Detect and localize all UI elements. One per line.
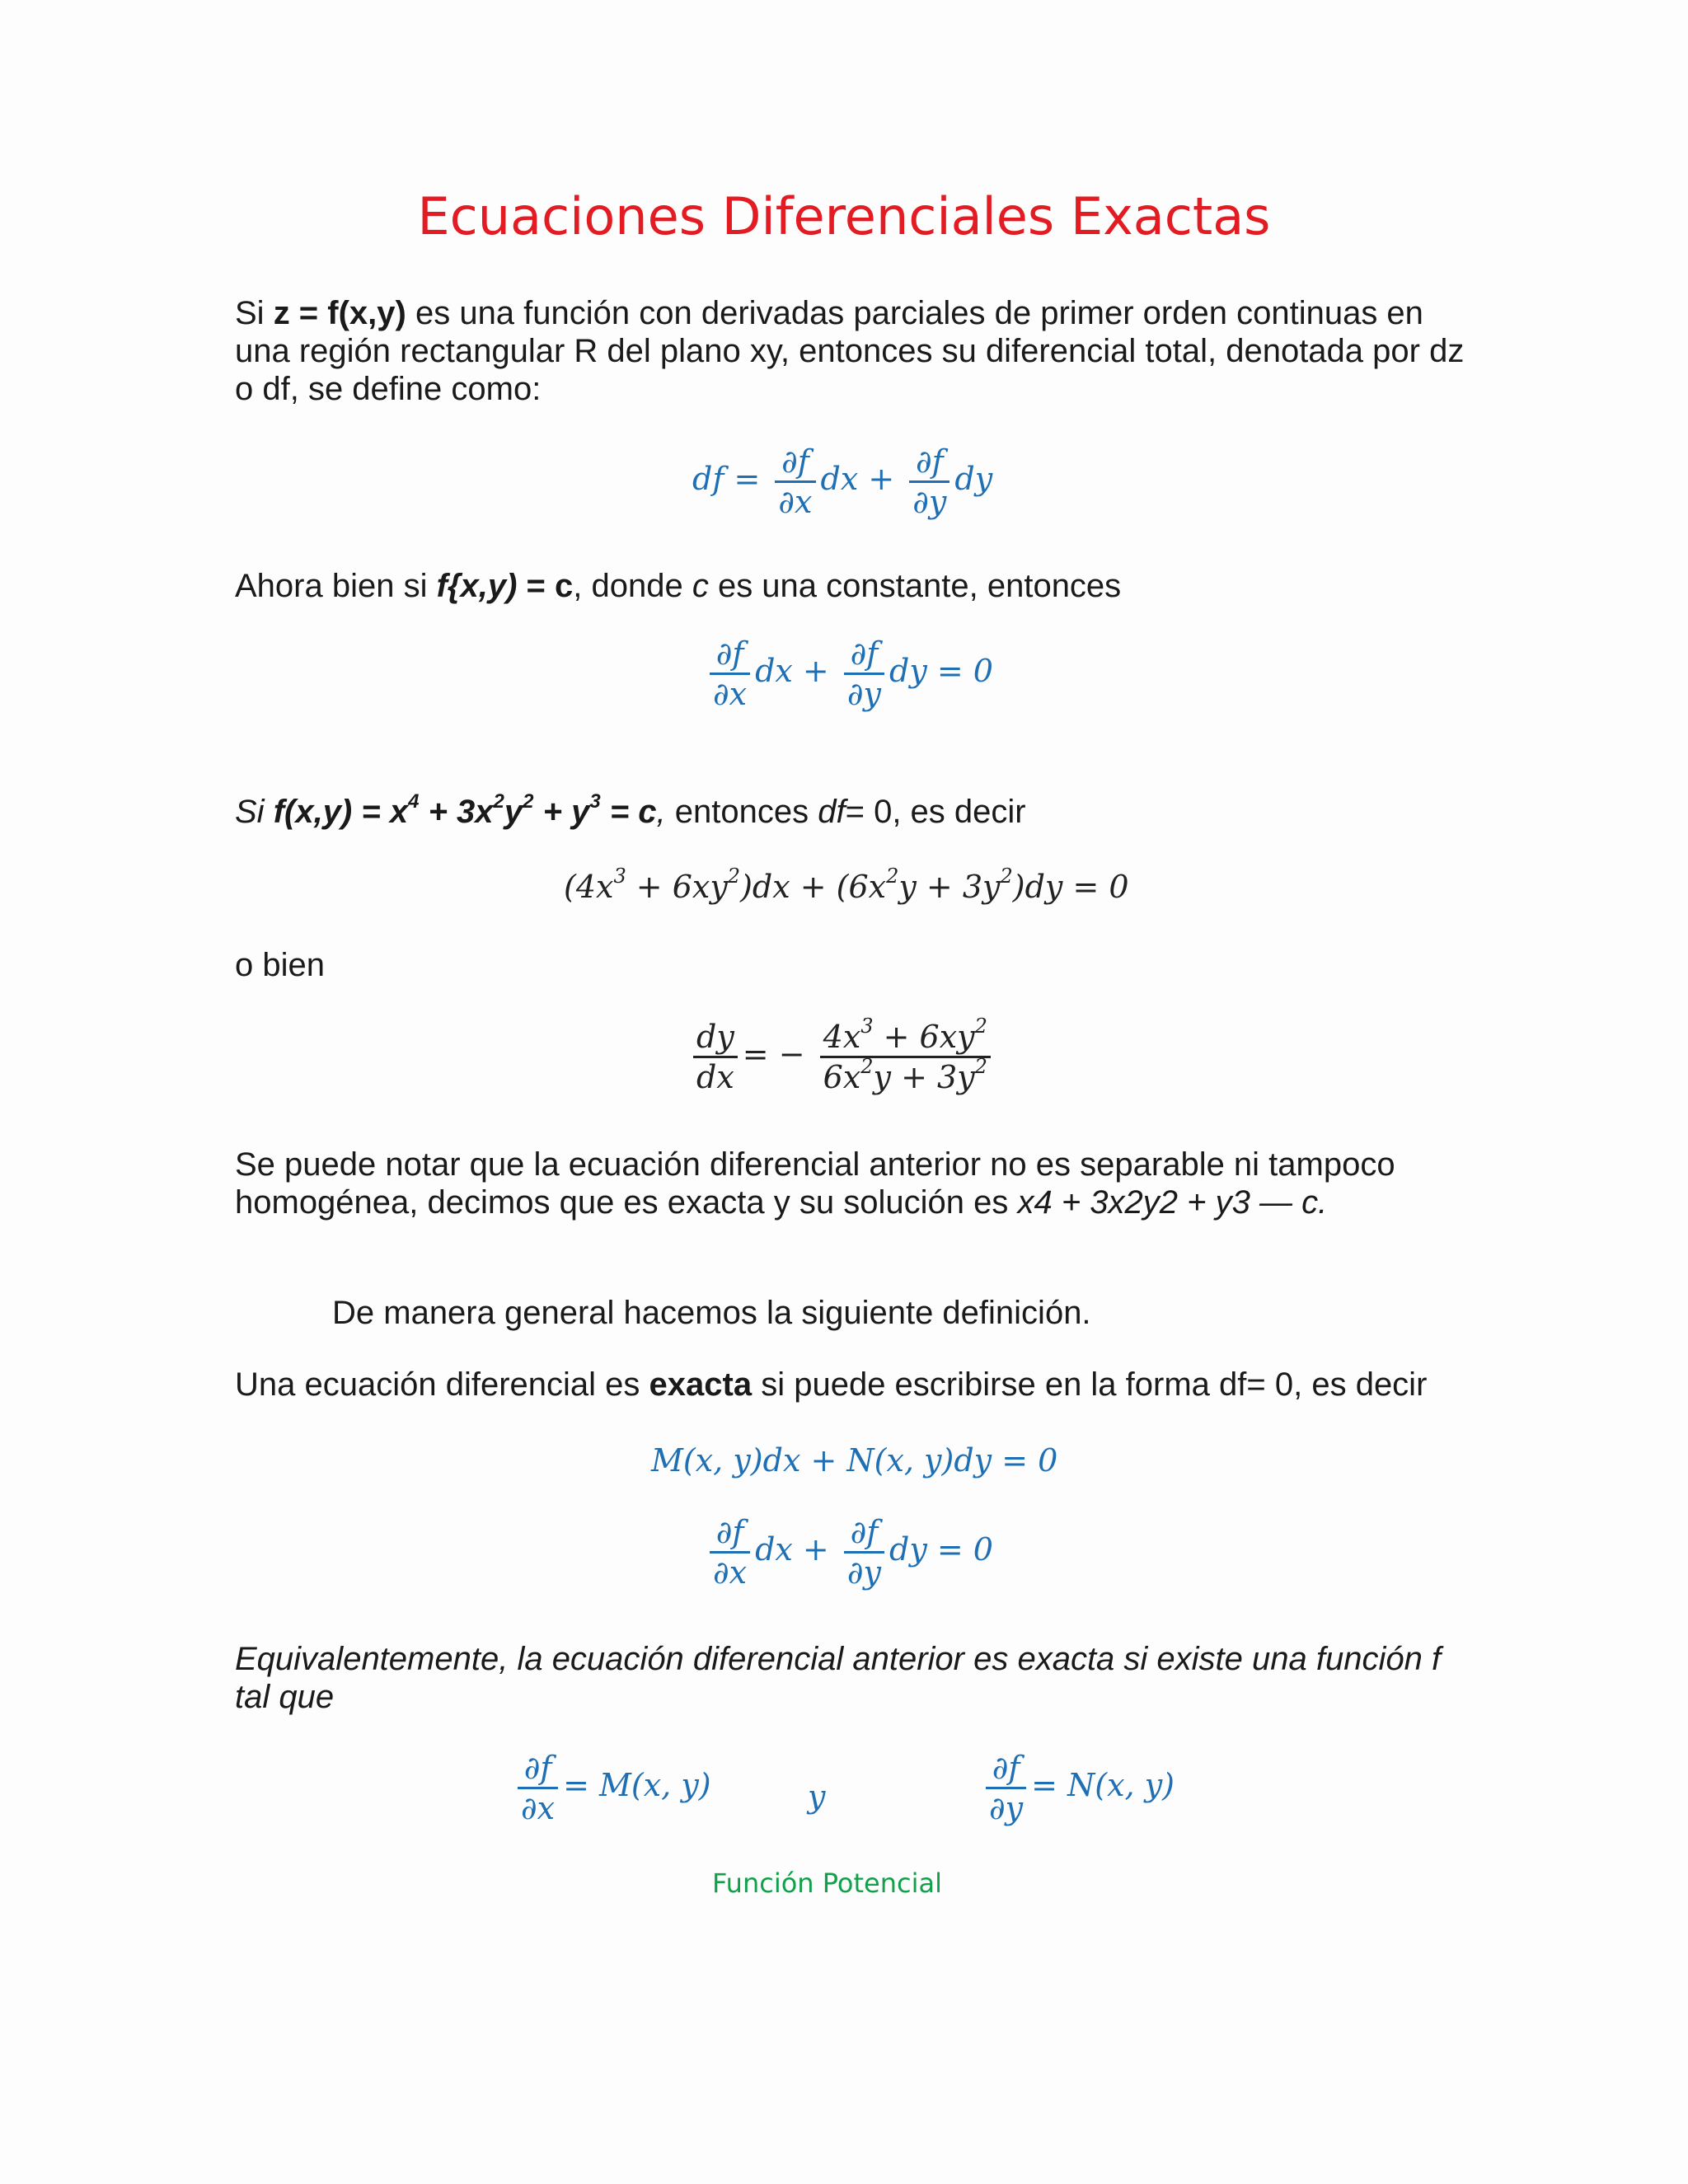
conjunction-y: y bbox=[808, 1779, 826, 1815]
denominator: ∂y bbox=[909, 480, 950, 521]
now-c: c bbox=[692, 568, 709, 604]
now-equals-c: = c bbox=[517, 568, 574, 604]
denominator bbox=[820, 1056, 991, 1096]
numerator: ∂f bbox=[992, 1750, 1020, 1786]
numerator: ∂f bbox=[715, 1514, 744, 1550]
denominator: ∂y bbox=[844, 1551, 884, 1591]
den-exp-2: 2 bbox=[974, 1055, 987, 1079]
general-text: De manera general hacemos la siguiente definición. bbox=[332, 1295, 1091, 1331]
example-es-decir: = 0, es decir bbox=[845, 794, 1026, 830]
equation-expanded bbox=[564, 865, 1129, 905]
exp-2a: 2 bbox=[493, 790, 504, 813]
intro-function: z = f(x,y) bbox=[273, 295, 406, 331]
num-exp-1: 3 bbox=[860, 1015, 874, 1038]
fraction-rhs bbox=[820, 1015, 991, 1096]
fraction-df-dx bbox=[775, 443, 815, 521]
fraction-df-dx bbox=[710, 1513, 750, 1591]
eq-equals-N: = N(x, y) bbox=[1031, 1767, 1175, 1803]
denominator: ∂y bbox=[844, 673, 884, 713]
expanded-part-5: )dy = 0 bbox=[1012, 869, 1129, 905]
numerator: ∂f bbox=[781, 443, 809, 480]
fraction-df-dy bbox=[909, 443, 950, 521]
fraction-df-dy bbox=[844, 635, 884, 713]
fraction-dy-dx bbox=[693, 1018, 738, 1096]
fraction-df-dx bbox=[710, 635, 750, 713]
num-part-2: + 6xy bbox=[873, 1019, 975, 1055]
eq-dy-zero: dy = 0 bbox=[889, 653, 993, 689]
now-text-2: , donde bbox=[573, 568, 692, 604]
example-eq-c: = c bbox=[600, 794, 657, 830]
eq-df-dy: dy bbox=[954, 461, 993, 497]
den-part-1: 6x bbox=[823, 1059, 861, 1095]
example-df: df bbox=[818, 794, 846, 830]
equation-total-differential bbox=[692, 443, 992, 521]
constant-paragraph bbox=[235, 567, 1471, 605]
numerator: ∂f bbox=[523, 1750, 552, 1786]
expanded-exp-1: 3 bbox=[613, 865, 626, 888]
numerator: dy bbox=[696, 1019, 734, 1055]
potential-function-label: Función Potencial bbox=[712, 1868, 942, 1899]
fraction-df-dx bbox=[518, 1749, 558, 1827]
equation-df-dx-M bbox=[513, 1749, 711, 1827]
note-paragraph bbox=[235, 1146, 1471, 1221]
expanded-part-3: )dx + (6x bbox=[740, 869, 887, 905]
example-paragraph bbox=[235, 790, 1471, 831]
eq-dx-plus: dx + bbox=[755, 1531, 829, 1568]
eq-df-lhs: df = bbox=[692, 461, 761, 497]
denominator: ∂x bbox=[710, 1551, 750, 1591]
denominator: ∂x bbox=[775, 480, 815, 521]
den-part-2: y + 3y bbox=[873, 1059, 975, 1095]
exp-4: 4 bbox=[408, 790, 420, 813]
eq-df-dx-plus: dx + bbox=[820, 461, 895, 497]
example-fx: f(x,y) = x bbox=[273, 794, 409, 830]
eq-equals-M: = M(x, y) bbox=[563, 1767, 711, 1803]
equation-ratio bbox=[688, 1015, 996, 1096]
eq-dx-plus: dx + bbox=[755, 653, 829, 689]
eq-equals-minus: = − bbox=[742, 1036, 805, 1072]
equivalently-text: Equivalentemente, la ecuación diferencial anterior es exacta si existe una función f tal que bbox=[235, 1641, 1442, 1715]
example-comma: , bbox=[656, 794, 666, 830]
definition-text-2: si puede escribirse en la forma df= 0, es decir bbox=[752, 1366, 1428, 1403]
denominator: ∂y bbox=[986, 1787, 1026, 1827]
expanded-part-2: + 6xy bbox=[626, 869, 728, 905]
example-entonces: entonces bbox=[665, 794, 818, 830]
equation-df-dy-N bbox=[981, 1749, 1175, 1827]
denominator: ∂x bbox=[710, 673, 750, 713]
numerator: ∂f bbox=[850, 635, 879, 672]
definition-text-1: Una ecuación diferencial es bbox=[235, 1366, 649, 1403]
numerator: ∂f bbox=[715, 635, 744, 672]
expanded-exp-4: 2 bbox=[1000, 865, 1013, 888]
intro-text-2: es una función con derivadas parciales de primer orden continuas en una región rectangular R del plano xy, entonces su diferencial total, denotada por dz o df, se define como: bbox=[235, 295, 1465, 407]
intro-text-1: Si bbox=[235, 295, 274, 331]
page-title: Ecuaciones Diferenciales Exactas bbox=[417, 186, 1271, 246]
fraction-df-dy bbox=[986, 1749, 1026, 1827]
example-3x: + 3x bbox=[419, 794, 494, 830]
o-bien-text: o bien bbox=[235, 947, 325, 983]
note-solution: x4 + 3x2y2 + y3 — c. bbox=[1017, 1184, 1328, 1221]
exp-2b: 2 bbox=[523, 790, 534, 813]
numerator: ∂f bbox=[850, 1514, 879, 1550]
definition-paragraph bbox=[235, 1366, 1471, 1404]
intro-paragraph bbox=[235, 294, 1471, 408]
example-si: Si bbox=[235, 794, 274, 830]
equation-exact-zero-1 bbox=[705, 635, 993, 713]
num-part-1: 4x bbox=[823, 1019, 861, 1055]
expanded-exp-2: 2 bbox=[727, 865, 741, 888]
eq-dy-zero: dy = 0 bbox=[889, 1531, 993, 1568]
numerator: ∂f bbox=[915, 443, 944, 480]
now-text-3: es una constante, entonces bbox=[708, 568, 1122, 604]
denominator: ∂x bbox=[518, 1787, 558, 1827]
num-exp-2: 2 bbox=[974, 1015, 987, 1038]
equivalently-paragraph bbox=[235, 1640, 1471, 1716]
example-y: y bbox=[504, 794, 523, 830]
note-text: Se puede notar que la ecuación diferencial anterior no es separable ni tampoco homogénea, decimos que es exacta y su solución es bbox=[235, 1146, 1395, 1221]
den-exp-1: 2 bbox=[860, 1055, 874, 1079]
fraction-df-dy bbox=[844, 1513, 884, 1591]
numerator bbox=[820, 1015, 991, 1056]
example-plus-y: + y bbox=[533, 794, 590, 830]
now-function: f{x,y) bbox=[436, 568, 518, 604]
denominator: dx bbox=[693, 1056, 738, 1096]
definition-exacta: exacta bbox=[649, 1366, 753, 1403]
expanded-part-4: y + 3y bbox=[898, 869, 1001, 905]
expanded-part-1: (4x bbox=[564, 869, 614, 905]
expanded-exp-3: 2 bbox=[886, 865, 899, 888]
exp-3: 3 bbox=[589, 790, 601, 813]
equation-M-N: M(x, y)dx + N(x, y)dy = 0 bbox=[651, 1442, 1058, 1479]
now-text-1: Ahora bien si bbox=[235, 568, 437, 604]
equation-exact-zero-2 bbox=[705, 1513, 993, 1591]
